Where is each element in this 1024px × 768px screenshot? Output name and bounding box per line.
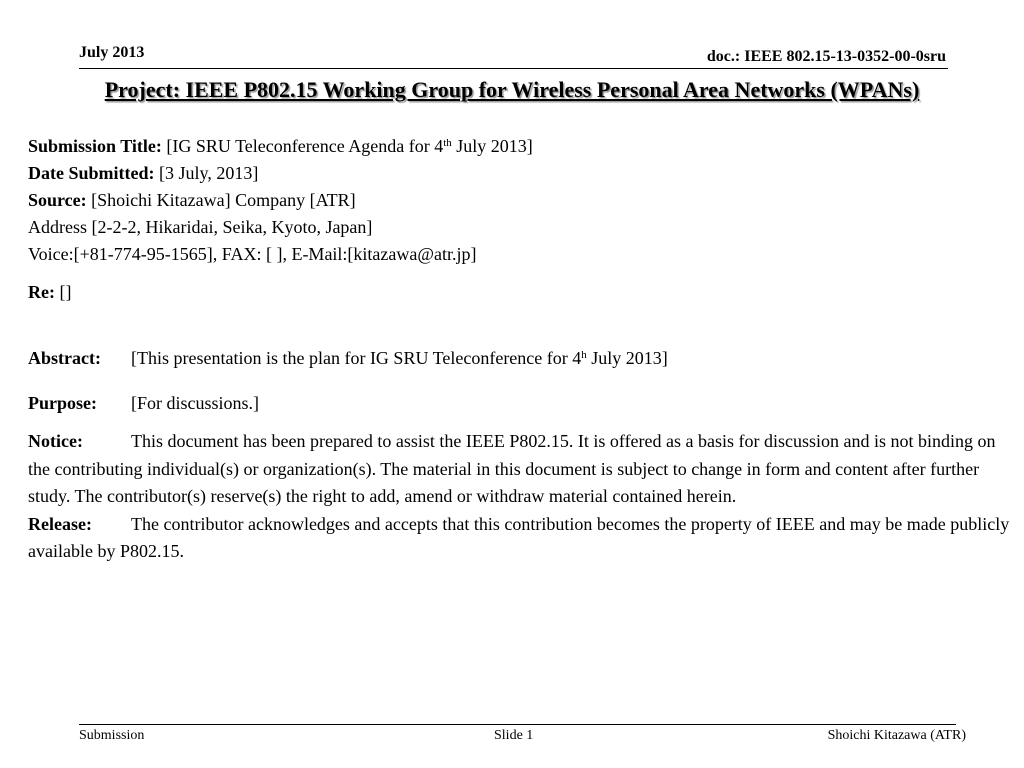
notice-text: This document has been prepared to assist the IEEE P802.15. It is offered as a basis for discussion and is not binding on the contributing individual(s) or organization(s). The material in this document is subject to change in form and content after further study. The contributor(s) reserve(s) the right to add, amend or withdraw material contained herein.: [28, 431, 996, 506]
abstract-line: [28, 348, 668, 369]
abstract-label: Abstract:: [28, 348, 101, 368]
project-title: Project: IEEE P802.15 Working Group for Wireless Personal Area Networks (WPANs): [104, 77, 920, 102]
submission-title-line: [28, 136, 533, 157]
header-doc-id: doc.: IEEE 802.15-13-0352-00-0sru: [706, 48, 946, 65]
source-value: [Shoichi Kitazawa] Company [ATR]: [91, 190, 356, 210]
header-divider: [79, 68, 948, 69]
date-submitted-value: [3 July, 2013]: [159, 163, 259, 183]
voice-line: Voice:[+81-774-95-1565], FAX: [ ], E-Mail:[kitazawa@atr.jp]: [28, 244, 477, 264]
date-submitted-line: [28, 163, 258, 184]
header-date: July 2013: [79, 44, 145, 61]
submission-title-label: Submission Title:: [28, 136, 162, 156]
release-label: Release:: [28, 513, 92, 534]
footer-slide-number: Slide 1: [494, 728, 534, 743]
purpose-value: [For discussions.]: [131, 393, 260, 413]
re-line: [28, 282, 71, 303]
footer-divider: [79, 724, 956, 725]
abstract-value: [This presentation is the plan for IG SRU Teleconference for 4$^h$ July 2013]: [131, 348, 668, 368]
release-text: The contributor acknowledges and accepts that this contribution becomes the property of IEEE and may be made publicly available by P802.15.: [28, 513, 1010, 561]
source-line: [28, 190, 356, 211]
purpose-label: Purpose:: [28, 393, 97, 413]
release-paragraph: [28, 511, 1018, 566]
footer-submission: Submission: [79, 728, 145, 743]
purpose-line: [28, 393, 260, 414]
re-value: []: [59, 282, 72, 302]
footer-author: Shoichi Kitazawa (ATR): [827, 728, 966, 743]
notice-label: Notice:: [28, 431, 83, 451]
re-label: Re:: [28, 282, 55, 302]
source-label: Source:: [28, 190, 87, 210]
date-submitted-label: Date Submitted:: [28, 163, 155, 183]
address-line: Address [2-2-2, Hikaridai, Seika, Kyoto, Japan]: [28, 217, 373, 237]
submission-title-value: [IG SRU Teleconference Agenda for 4th July 2013]: [166, 136, 533, 156]
notice-paragraph: [28, 428, 1018, 511]
notice-release-block: [28, 428, 1018, 566]
